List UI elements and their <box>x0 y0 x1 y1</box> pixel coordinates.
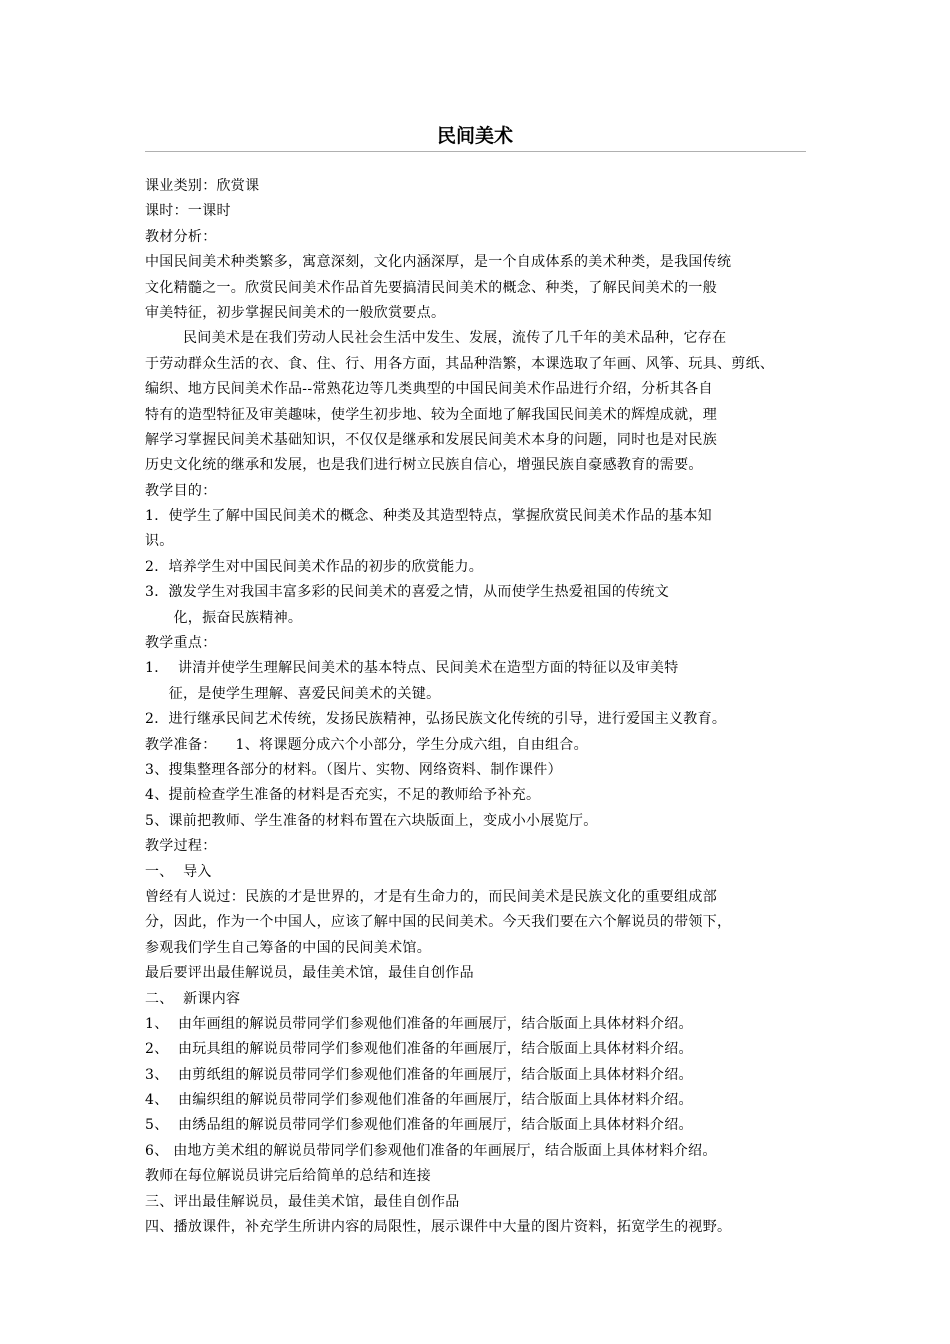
text-line: 解学习掌握民间美术基础知识，不仅仅是继承和发展民间美术本身的问题，同时也是对民族 <box>145 431 717 448</box>
text-line: 四、播放课件，补充学生所讲内容的局限性，展示课件中大量的图片资料，拓宽学生的视野。 <box>145 1219 732 1236</box>
text-line: 文化精髓之一。欣赏民间美术作品首先要搞清民间美术的概念、种类，了解民间美术的一般 <box>145 279 717 296</box>
text-line: 1．使学生了解中国民间美术的概念、种类及其造型特点，掌握欣赏民间美术作品的基本知 <box>145 508 712 525</box>
text-line: 1、 由年画组的解说员带同学们参观他们准备的年画展厅，结合版面上具体材料介绍。 <box>145 1015 693 1032</box>
text-line: 2．培养学生对中国民间美术作品的初步的欣赏能力。 <box>145 558 484 575</box>
text-line: 历史文化统的继承和发展，也是我们进行树立民族自信心，增强民族自豪感教育的需要。 <box>145 457 703 474</box>
text-line: 曾经有人说过：民族的才是世界的，才是有生命力的，而民间美术是民族文化的重要组成部 <box>145 888 717 905</box>
text-line: 一、 导入 <box>145 863 212 880</box>
text-line: 教学准备： 1、将课题分成六个小部分，学生分成六组，自由组合。 <box>145 736 588 753</box>
text-line: 民间美术是在我们劳动人民社会生活中发生、发展，流传了几千年的美术品种，它存在 <box>145 330 727 347</box>
document-body <box>145 174 811 1240</box>
text-line: 1． 讲清并使学生理解民间美术的基本特点、民间美术在造型方面的特征以及审美特 <box>145 660 679 677</box>
text-line: 6、 由地方美术组的解说员带同学们参观他们准备的年画展厅，结合版面上具体材料介绍。 <box>145 1142 717 1159</box>
text-line: 教学目的： <box>145 482 217 499</box>
text-line: 识。 <box>145 533 174 550</box>
text-line: 5、课前把教师、学生准备的材料布置在六块版面上，变成小小展览厅。 <box>145 812 598 829</box>
text-line: 特有的造型特征及审美趣味，使学生初步地、较为全面地了解我国民间美术的辉煌成就，理 <box>145 406 717 423</box>
text-line: 中国民间美术种类繁多，寓意深刻，文化内涵深厚，是一个自成体系的美术种类，是我国传统 <box>145 254 732 271</box>
title-divider <box>145 151 806 152</box>
text-line: 审美特征，初步掌握民间美术的一般欣赏要点。 <box>145 304 446 321</box>
text-line: 3、 由剪纸组的解说员带同学们参观他们准备的年画展厅，结合版面上具体材料介绍。 <box>145 1066 693 1083</box>
text-line: 征，是使学生理解、喜爱民间美术的关键。 <box>145 685 441 702</box>
text-line: 化，振奋民族精神。 <box>145 609 303 626</box>
text-line: 3、搜集整理各部分的材料。（图片、实物、网络资料、制作课件） <box>145 761 562 778</box>
text-line: 4、 由编织组的解说员带同学们参观他们准备的年画展厅，结合版面上具体材料介绍。 <box>145 1092 693 1109</box>
text-line: 于劳动群众生活的衣、食、住、行、用各方面，其品种浩繁，本课选取了年画、风筝、玩具、剪纸、 <box>145 355 775 372</box>
text-line: 教师在每位解说员讲完后给简单的总结和连接 <box>145 1168 431 1185</box>
text-line: 课时：一课时 <box>145 203 231 220</box>
text-line: 2、 由玩具组的解说员带同学们参观他们准备的年画展厅，结合版面上具体材料介绍。 <box>145 1041 693 1058</box>
text-line: 教学重点： <box>145 635 217 652</box>
text-line: 教学过程： <box>145 838 217 855</box>
text-line: 分，因此，作为一个中国人，应该了解中国的民间美术。今天我们要在六个解说员的带领下， <box>145 914 732 931</box>
text-line: 教材分析： <box>145 228 217 245</box>
page-title: 民间美术 <box>436 125 513 147</box>
text-line: 参观我们学生自己筹备的中国的民间美术馆。 <box>145 939 431 956</box>
text-line: 三、评出最佳解说员，最佳美术馆，最佳自创作品 <box>145 1193 460 1210</box>
text-line: 二、 新课内容 <box>145 990 241 1007</box>
text-line: 最后要评出最佳解说员，最佳美术馆，最佳自创作品 <box>145 965 474 982</box>
text-line: 4、提前检查学生准备的材料是否充实，不足的教师给予补充。 <box>145 787 541 804</box>
text-line: 2．进行继承民间艺术传统，发扬民族精神，弘扬民族文化传统的引导，进行爱国主义教育。 <box>145 711 727 728</box>
text-line: 3．激发学生对我国丰富多彩的民间美术的喜爱之情，从而使学生热爱祖国的传统文 <box>145 584 670 601</box>
text-line: 课业类别：欣赏课 <box>145 178 260 194</box>
text-line: 编织、地方民间美术作品--常熟花边等几类典型的中国民间美术作品进行介绍，分析其各自 <box>145 381 713 398</box>
text-line: 5、 由绣品组的解说员带同学们参观他们准备的年画展厅，结合版面上具体材料介绍。 <box>145 1117 693 1134</box>
